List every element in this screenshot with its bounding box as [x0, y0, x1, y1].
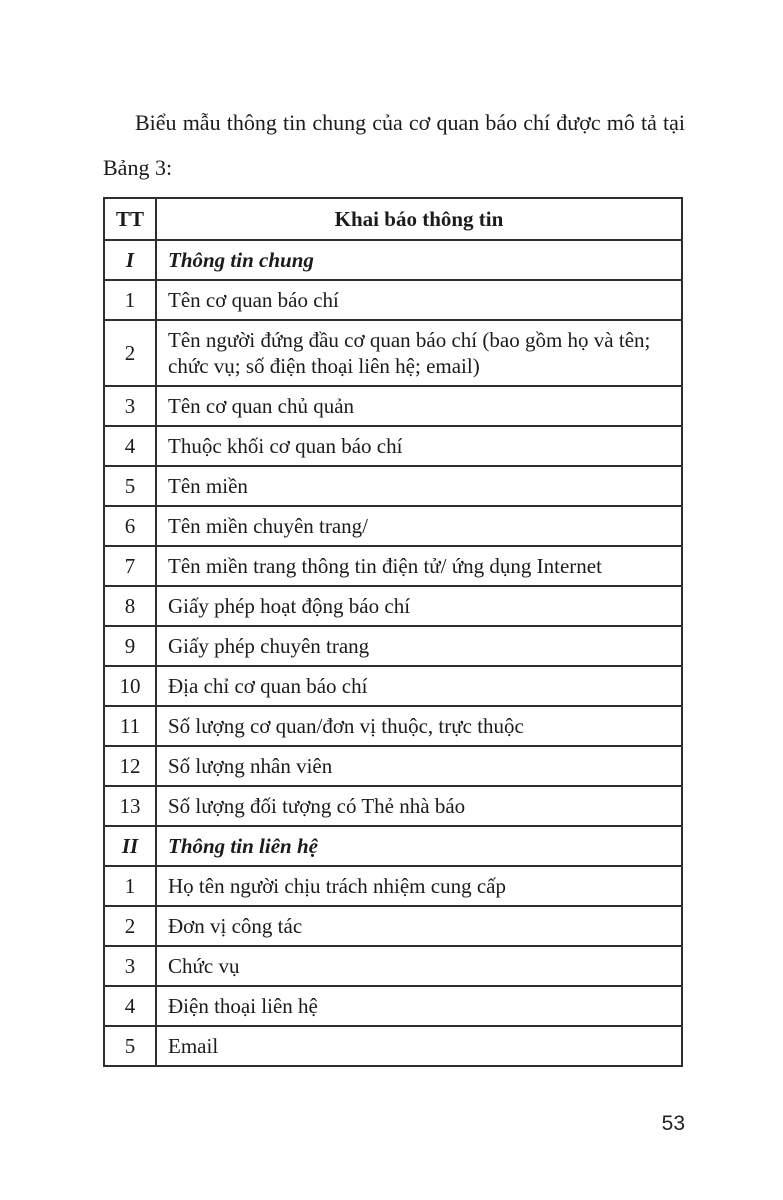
table-row [104, 666, 682, 706]
row-label-cell: Tên miền [156, 466, 682, 506]
row-number-cell: 9 [104, 626, 156, 666]
row-number-cell: 7 [104, 546, 156, 586]
table-row [104, 386, 682, 426]
table-row [104, 746, 682, 786]
row-number-cell: 12 [104, 746, 156, 786]
row-label-cell: Đơn vị công tác [156, 906, 682, 946]
row-label-cell: Thuộc khối cơ quan báo chí [156, 426, 682, 466]
row-number-cell: 1 [104, 280, 156, 320]
table-row [104, 986, 682, 1026]
table-row [104, 1026, 682, 1066]
table-header-row [104, 198, 682, 240]
table-row [104, 280, 682, 320]
table-body [104, 240, 682, 1066]
row-label-cell: Thông tin liên hệ [156, 826, 682, 866]
row-number-cell: 5 [104, 1026, 156, 1066]
row-number-cell: 13 [104, 786, 156, 826]
row-label-cell: Giấy phép hoạt động báo chí [156, 586, 682, 626]
row-number-cell: 6 [104, 506, 156, 546]
row-label-cell: Số lượng nhân viên [156, 746, 682, 786]
row-number-cell: 8 [104, 586, 156, 626]
row-label-cell: Tên người đứng đầu cơ quan báo chí (bao gồm họ và tên; chức vụ; số điện thoại liên hệ; email) [156, 320, 682, 386]
header-cell-tt: TT [104, 198, 156, 240]
table-row [104, 546, 682, 586]
row-label-cell: Tên cơ quan báo chí [156, 280, 682, 320]
row-number-cell: 1 [104, 866, 156, 906]
row-number-cell: 5 [104, 466, 156, 506]
table-row [104, 866, 682, 906]
row-label-cell: Tên miền chuyên trang/ [156, 506, 682, 546]
table-section-row [104, 826, 682, 866]
row-number-cell: 11 [104, 706, 156, 746]
declaration-info-table [103, 197, 683, 1067]
row-label-cell: Họ tên người chịu trách nhiệm cung cấp [156, 866, 682, 906]
table-row [104, 706, 682, 746]
row-label-cell: Địa chỉ cơ quan báo chí [156, 666, 682, 706]
table-row [104, 586, 682, 626]
row-label-cell: Chức vụ [156, 946, 682, 986]
table-row [104, 426, 682, 466]
header-cell-declaration: Khai báo thông tin [156, 198, 682, 240]
row-label-cell: Tên miền trang thông tin điện tử/ ứng dụng Internet [156, 546, 682, 586]
row-number-cell: 2 [104, 906, 156, 946]
table-row [104, 786, 682, 826]
row-label-cell: Thông tin chung [156, 240, 682, 280]
intro-paragraph: Biểu mẫu thông tin chung của cơ quan báo chí được mô tả tại Bảng 3: [103, 110, 685, 180]
row-label-cell: Số lượng đối tượng có Thẻ nhà báo [156, 786, 682, 826]
row-number-cell: 10 [104, 666, 156, 706]
row-number-cell: 4 [104, 426, 156, 466]
row-number-cell: 3 [104, 386, 156, 426]
row-number-cell: 2 [104, 320, 156, 386]
row-label-cell: Giấy phép chuyên trang [156, 626, 682, 666]
table-row [104, 466, 682, 506]
row-label-cell: Email [156, 1026, 682, 1066]
table-row [104, 946, 682, 986]
page-number: 53 [661, 1112, 685, 1135]
row-number-cell: I [104, 240, 156, 280]
row-label-cell: Điện thoại liên hệ [156, 986, 682, 1026]
row-label-cell: Tên cơ quan chủ quản [156, 386, 682, 426]
row-label-cell: Số lượng cơ quan/đơn vị thuộc, trực thuộc [156, 706, 682, 746]
row-number-cell: 4 [104, 986, 156, 1026]
table-row [104, 626, 682, 666]
table-row [104, 906, 682, 946]
table-row [104, 320, 682, 386]
row-number-cell: II [104, 826, 156, 866]
row-number-cell: 3 [104, 946, 156, 986]
table-row [104, 506, 682, 546]
table-section-row [104, 240, 682, 280]
